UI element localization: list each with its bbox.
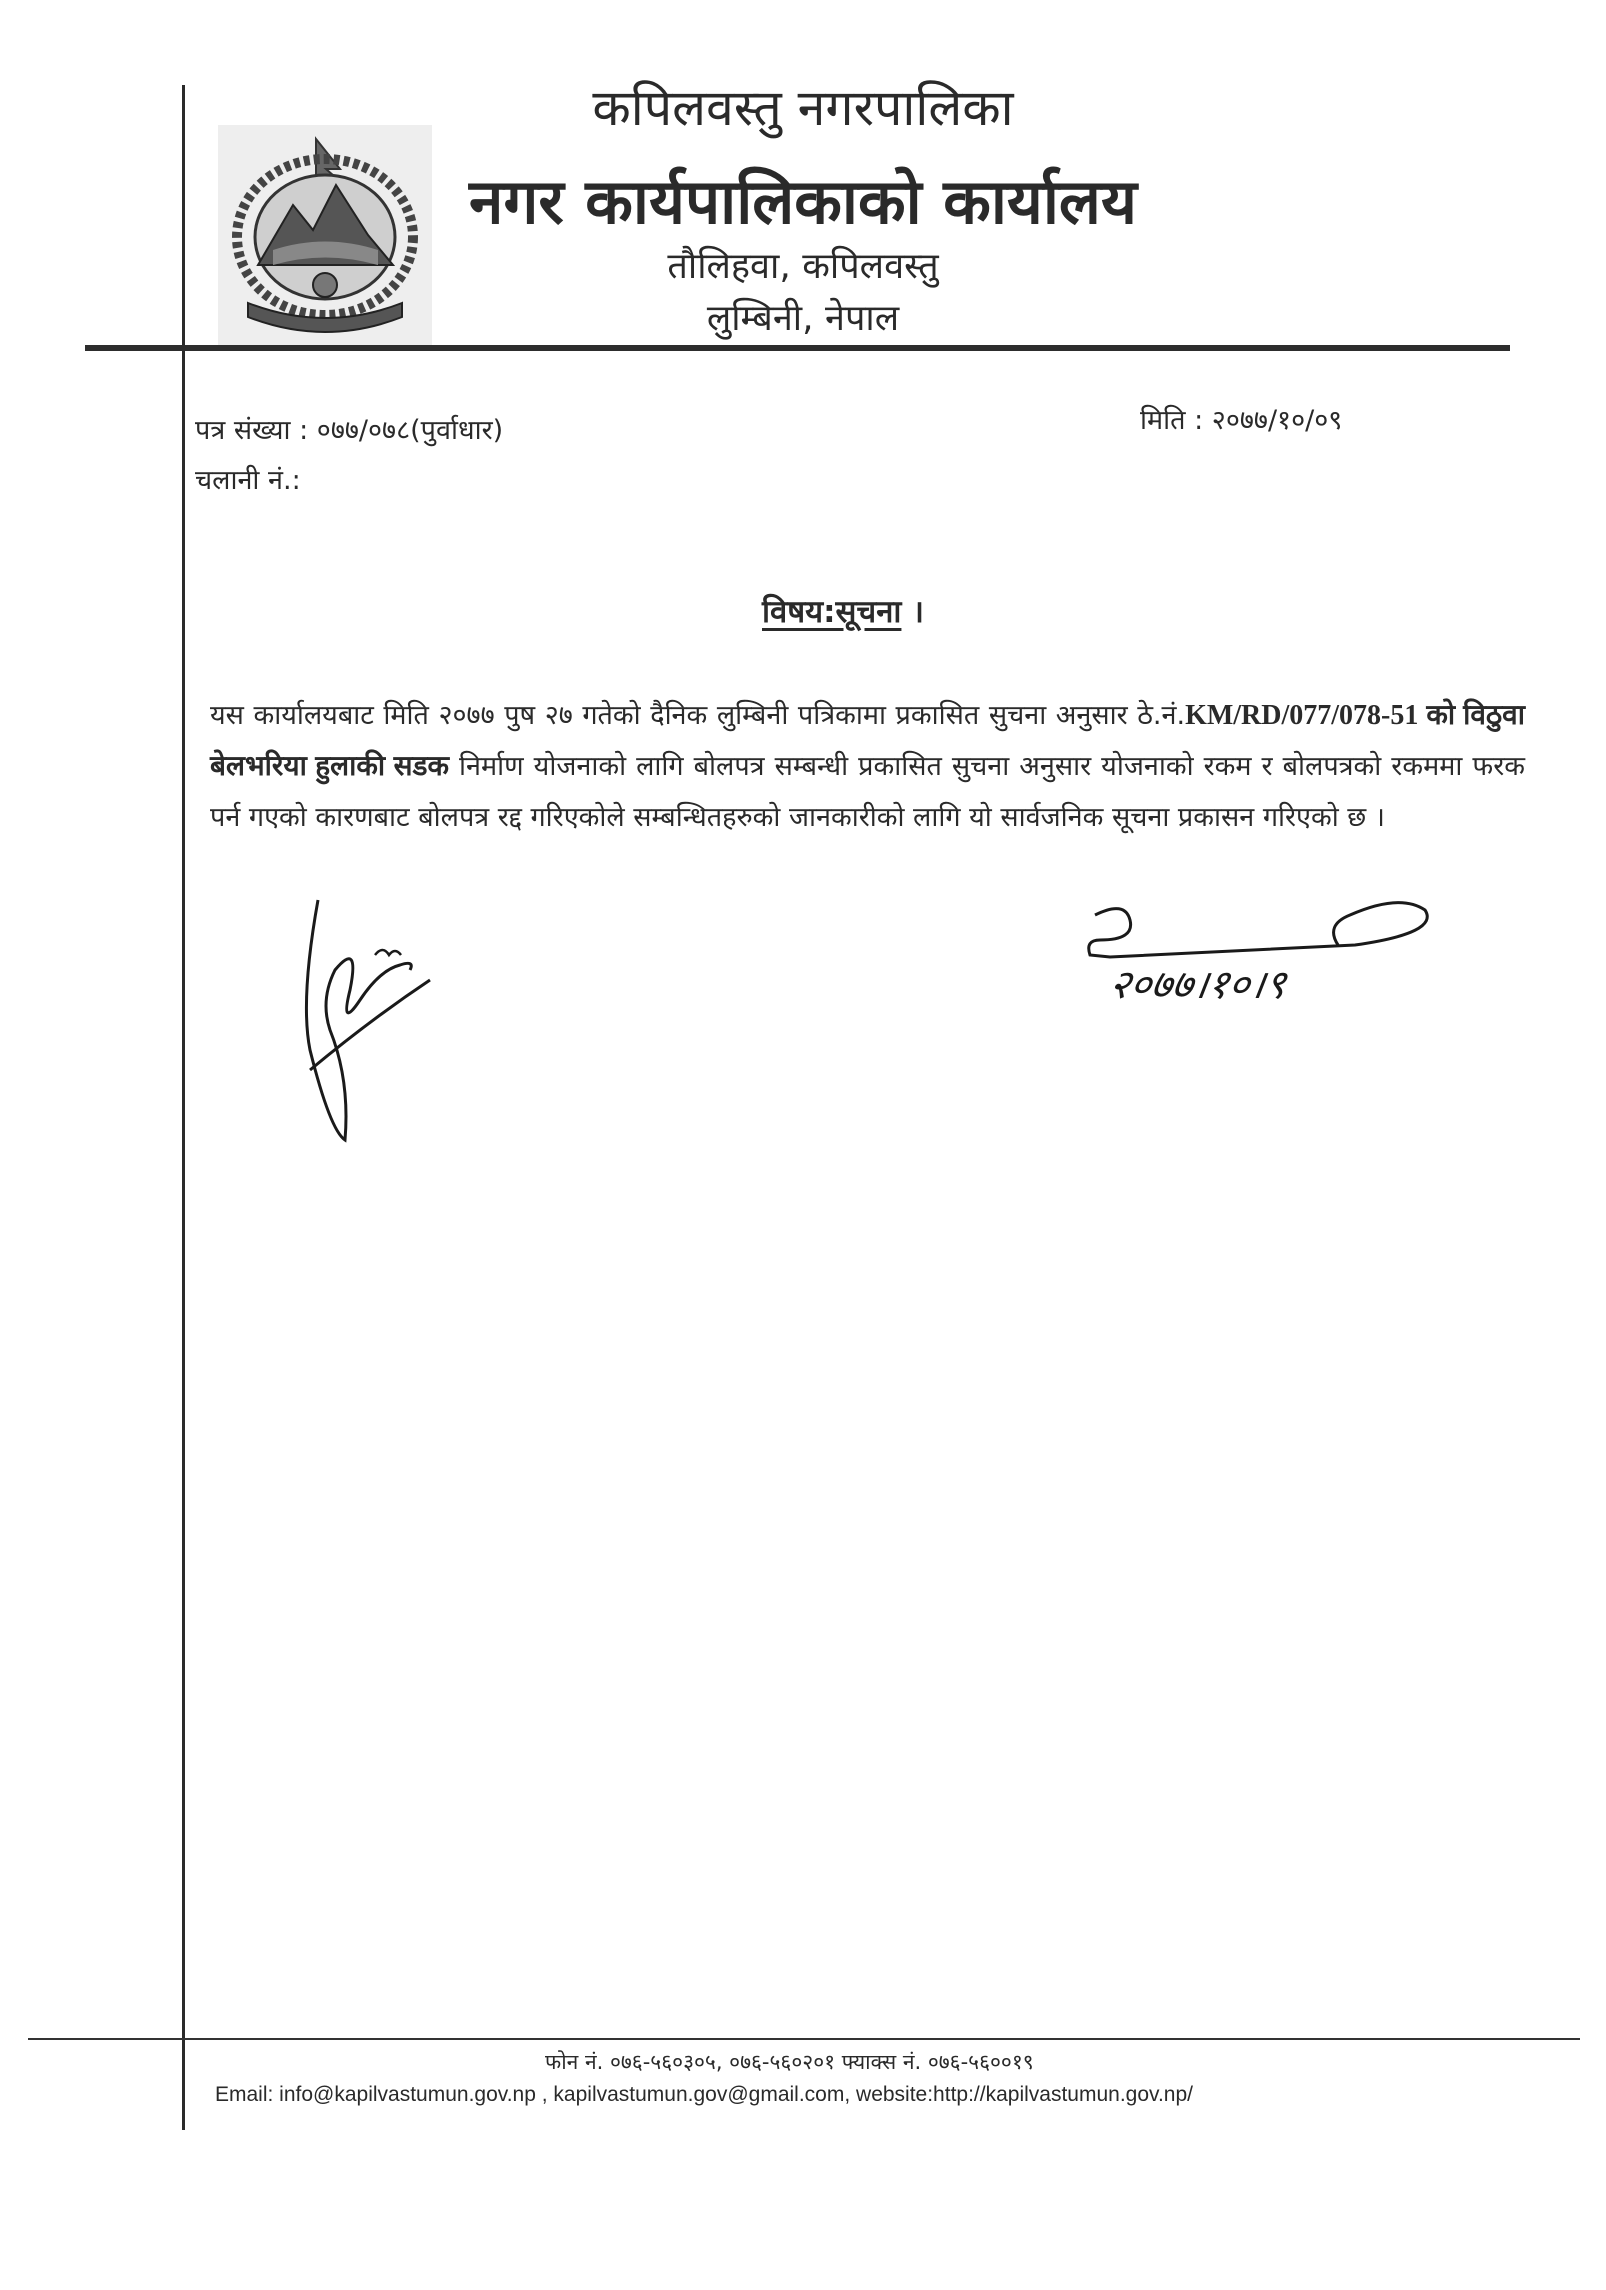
- dispatch-number: चलानी नं.:: [195, 465, 301, 496]
- right-signature: [1070, 895, 1450, 1025]
- footer-phone: फोन नं. ०७६-५६०३०५, ०७६-५६०२०१ फ्याक्स नं. ०७६-५६००१९: [545, 2050, 1034, 2074]
- subject-line: [762, 590, 924, 632]
- subject-danda: ।: [901, 594, 924, 630]
- municipality-name: कपिलवस्तु नगरपालिका: [592, 79, 1014, 137]
- left-signature: [290, 880, 450, 1170]
- left-margin-line: [182, 85, 185, 2130]
- footer-email: Email: info@kapilvastumun.gov.np , kapilvastumun.gov@gmail.com, website:http://kapilvastumun.gov.np/: [215, 2083, 1193, 2106]
- address-line-2: लुम्बिनी, नेपाल: [706, 298, 900, 339]
- subject-label: विषय:सूचना: [762, 594, 902, 630]
- address-line-1: तौलिहवा, कपिलवस्तु: [667, 246, 939, 287]
- office-name: नगर कार्यपालिकाको कार्यालय: [469, 165, 1137, 238]
- header-divider: [85, 345, 1510, 351]
- letter-number: पत्र संख्या : ०७७/०७८(पुर्वाधार): [195, 415, 504, 446]
- signature-date: २०७७।१०।९: [1106, 962, 1289, 1008]
- notice-body: [210, 690, 1525, 843]
- body-part-1: यस कार्यालयबाट मिति २०७७ पुष २७ गतेको दैनिक लुम्बिनी पत्रिकामा प्रकासित सुचना अनुसार ठे.नं.: [210, 700, 1186, 731]
- body-bold-contract: KM/RD/077/078-51 को विठुवा बेलभरिया हुलाकी सडक: [210, 700, 1525, 782]
- letter-date: मिति : २०७७/१०/०९: [1140, 405, 1343, 436]
- body-part-2: निर्माण योजनाको लागि बोलपत्र सम्बन्धी प्रकासित सुचना अनुसार योजनाको रकम र बोलपत्रको रकममा फरक पर्न गएको कारणबाट बोलपत्र रद्द गरिएकोले सम्बन्धितहरुको जानकारीको लागि यो सार्वजनिक सूचना प्रकासन गरिएको छ ।: [210, 751, 1525, 833]
- footer-divider: [28, 2038, 1580, 2040]
